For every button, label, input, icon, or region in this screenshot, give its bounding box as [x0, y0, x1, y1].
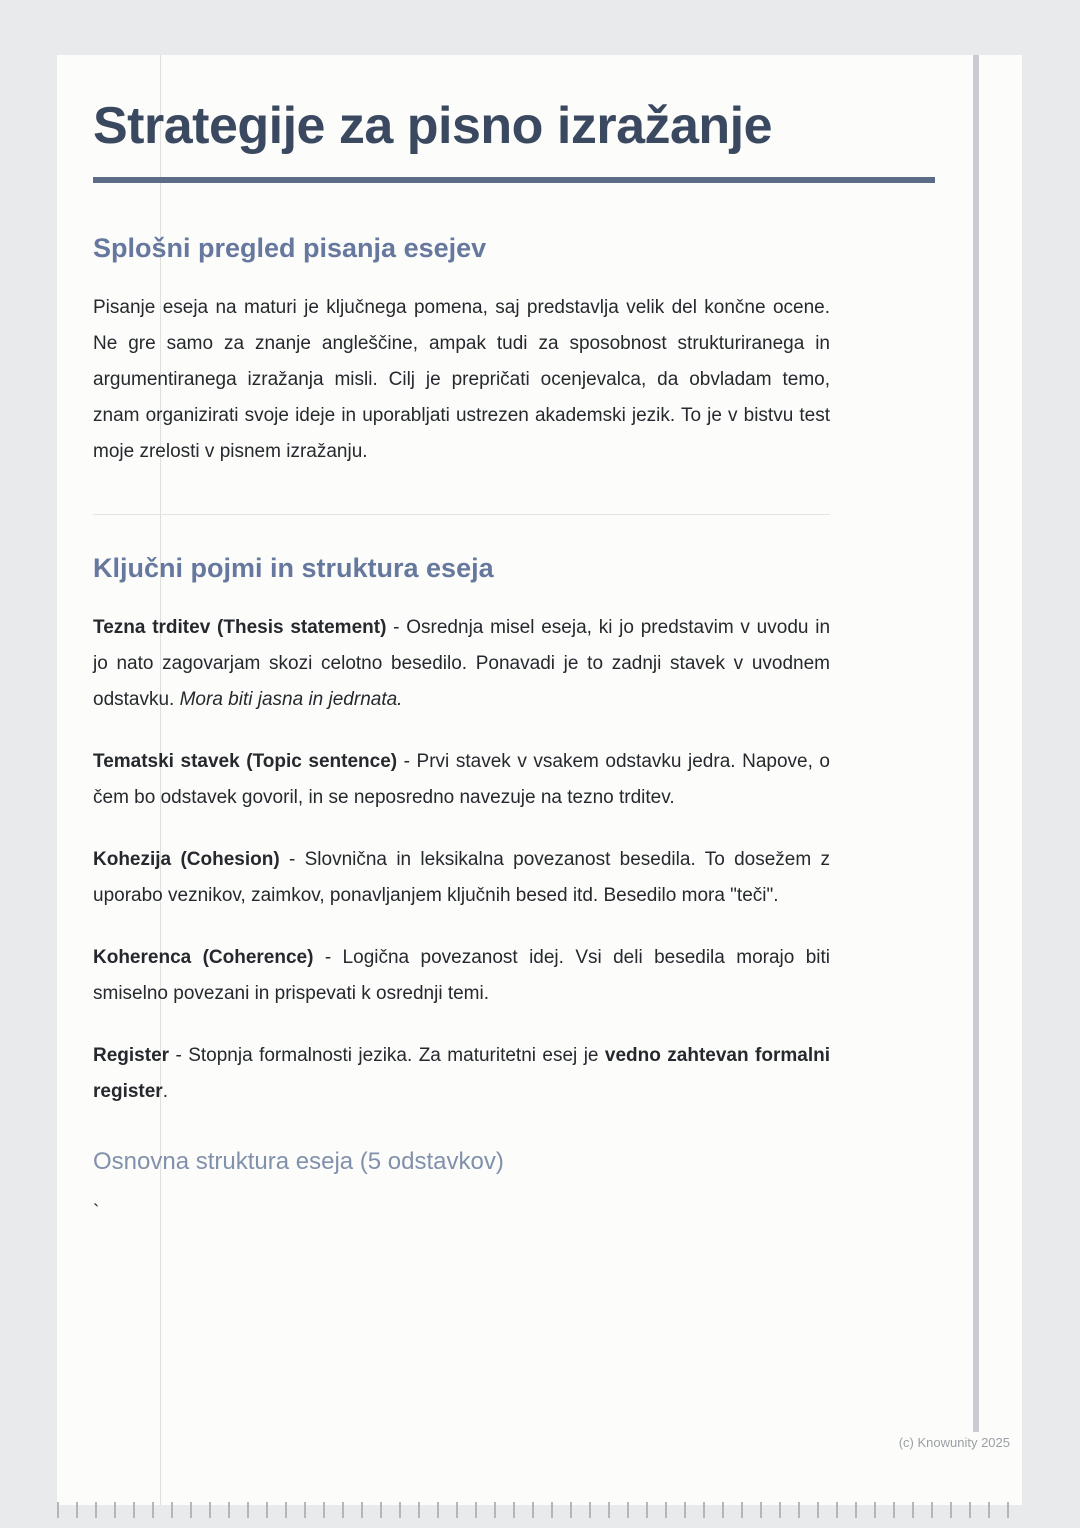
definition-term: Register — [93, 1044, 170, 1066]
subheading-essay-structure: Osnovna struktura eseja (5 odstavkov) — [93, 1147, 504, 1175]
definition-desc: - Stopnja formalnosti jezika. Za maturitetni esej je — [169, 1044, 605, 1066]
bottom-ruler-ticks — [57, 1502, 1022, 1518]
section-heading-key-terms: Ključni pojmi in struktura eseja — [93, 552, 494, 583]
definition-cohesion — [93, 842, 830, 914]
definition-term: Tezna trditev (Thesis statement) — [93, 616, 387, 638]
definition-term: Koherenca (Coherence) — [93, 946, 314, 968]
section-heading-overview: Splošni pregled pisanja esejev — [93, 232, 487, 263]
definition-desc: - Osrednja misel eseja, ki jo predstavim v uvodu in jo nato zagovarjam skozi celotno besedilo. Ponavadi je to zadnji stavek v uvodnem odstavku. — [93, 616, 831, 710]
scrollbar[interactable] — [973, 55, 979, 1432]
definition-desc: - Logična povezanost idej. Vsi deli besedila morajo biti smiselno povezani in prispevati k osrednji temi. — [93, 946, 830, 1004]
section-divider — [93, 514, 830, 515]
stray-backtick: ` — [93, 1201, 100, 1223]
page-content — [57, 55, 935, 1224]
page-title: Strategije za pisno izražanje — [93, 97, 773, 155]
definition-tail: . — [162, 1080, 168, 1102]
definition-term: Tematski stavek (Topic sentence) — [93, 750, 398, 772]
definition-bold-tail: vedno zahtevan formalni register — [93, 1044, 830, 1102]
definition-desc: - Prvi stavek v vsakem odstavku jedra. Napove, o čem bo odstavek govoril, in se neposredno navezuje na tezno trditev. — [93, 750, 831, 808]
definition-thesis-statement — [93, 610, 830, 718]
definition-term: Kohezija (Cohesion) — [93, 848, 280, 870]
title-underline — [93, 177, 935, 183]
definition-register — [93, 1038, 830, 1110]
definition-topic-sentence — [93, 744, 830, 816]
document-page — [57, 55, 1022, 1505]
definition-desc: - Slovnična in leksikalna povezanost besedila. To dosežem z uporabo veznikov, zaimkov, ponavljanjem ključnih besed itd. Besedilo mora "teči". — [93, 848, 830, 906]
definition-coherence — [93, 940, 830, 1012]
intro-paragraph: Pisanje eseja na maturi je ključnega pomena, saj predstavlja velik del končne ocene. Ne gre samo za znanje angleščine, ampak tudi za sposobnost strukturiranega in argumentiranega izražanja misli. Cilj je prepričati ocenjevalca, da obvladam temo, znam organizirati svoje ideje in uporabljati ustrezen akademski jezik. To je v bistvu test moje zrelosti v pisnem izražanju. — [93, 296, 830, 462]
copyright-footer: (c) Knowunity 2025 — [898, 1435, 1010, 1450]
definition-italic-note: Mora biti jasna in jedrnata. — [179, 688, 403, 710]
